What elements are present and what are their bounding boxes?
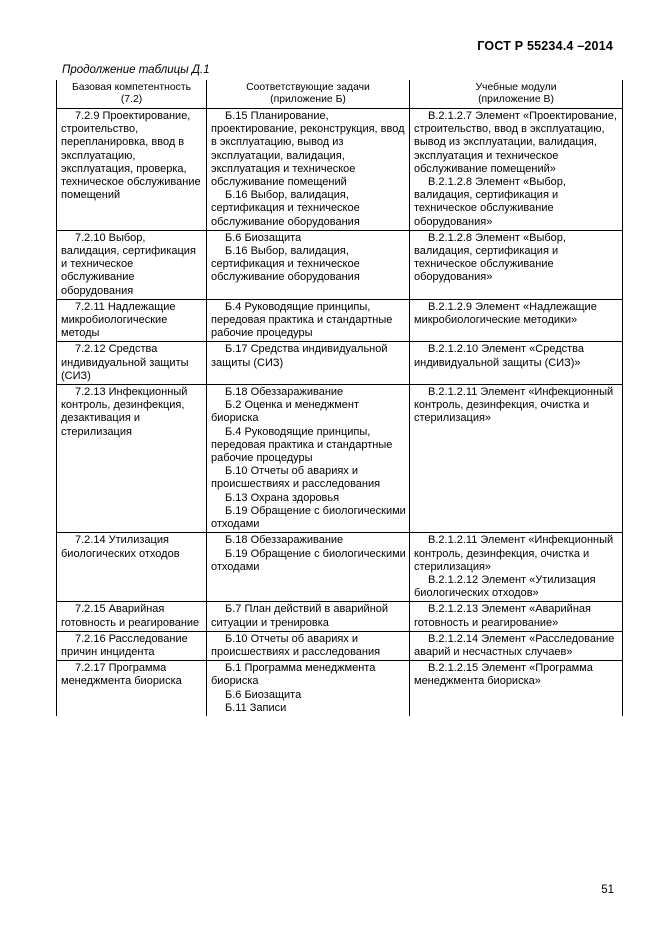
column-header-line: (7.2) xyxy=(120,94,143,105)
task-item: Б.6 Биозащита xyxy=(225,688,302,701)
module-item: В.2.1.2.9 Элемент «Надлежащие микробиологические методики» xyxy=(414,300,597,327)
table-row xyxy=(57,299,623,342)
column-header-tasks xyxy=(207,80,410,109)
table-row xyxy=(57,385,623,533)
column-header-competence xyxy=(57,80,207,109)
tasks-cell xyxy=(207,230,410,299)
module-item: В.2.1.2.7 Элемент «Проектирование, строительство, ввод в эксплуатацию, вывод из эксплуатации, валидация, эксплуатация и техническое обслуживание помещений» xyxy=(414,110,617,175)
column-header-line: Учебные модули xyxy=(475,82,557,93)
task-item: Б.6 Биозащита xyxy=(225,231,302,244)
page-number: 51 xyxy=(601,884,614,896)
module-item: В.2.1.2.12 Элемент «Утилизация биологических отходов» xyxy=(414,573,596,600)
competence-table xyxy=(56,80,623,716)
competence-text: 7.2.9 Проектирование, строительство, перепланировка, ввод в эксплуатацию, эксплуатация, проверка, техническое обслуживание помещений xyxy=(61,110,201,202)
modules-cell xyxy=(410,299,623,342)
competence-cell xyxy=(57,533,207,602)
tasks-cell xyxy=(207,109,410,231)
task-item: Б.18 Обеззараживание xyxy=(225,386,344,399)
column-header-line: (приложение В) xyxy=(478,94,554,105)
task-item: Б.16 Выбор, валидация, сертификация и техническое обслуживание оборудования xyxy=(211,189,360,228)
table-row xyxy=(57,109,623,231)
competence-text: 7.2.15 Аварийная готовность и реагирование xyxy=(61,603,200,629)
task-item: Б.1 Программа менеджмента биориска xyxy=(211,662,376,688)
task-item: Б.13 Охрана здоровья xyxy=(225,491,340,504)
task-item: Б.18 Обеззараживание xyxy=(225,534,344,547)
competence-text: 7.2.12 Средства индивидуальной защиты (СИЗ) xyxy=(61,343,189,382)
table-continuation-caption: Продолжение таблицы Д.1 xyxy=(62,64,210,76)
competence-cell xyxy=(57,109,207,231)
competence-cell xyxy=(57,602,207,631)
task-item: Б.19 Обращение с биологическими отходами xyxy=(211,504,406,531)
competence-text: 7.2.11 Надлежащие микробиологические методы xyxy=(61,300,176,340)
table-header-row xyxy=(57,80,623,109)
modules-cell xyxy=(410,230,623,299)
module-item: В.2.1.2.14 Элемент «Расследование аварий и несчастных случаев» xyxy=(414,632,615,658)
task-item: Б.2 Оценка и менеджмент биориска xyxy=(211,399,360,425)
task-item: Б.7 План действий в аварийной ситуации и тренировка xyxy=(211,603,389,629)
task-item: Б.17 Средства индивидуальной защиты (СИЗ) xyxy=(211,343,388,369)
table-row xyxy=(57,631,623,660)
competence-text: 7.2.13 Инфекционный контроль, дезинфекция, дезактивация и стерилизация xyxy=(61,386,188,438)
tasks-cell xyxy=(207,631,410,660)
task-item: Б.10 Отчеты об авариях и происшествиях и расследования xyxy=(211,465,381,491)
tasks-cell xyxy=(207,661,410,716)
competence-text: 7.2.16 Расследование причин инцидента xyxy=(61,632,188,658)
competence-cell xyxy=(57,230,207,299)
tasks-cell xyxy=(207,299,410,342)
document-code: ГОСТ Р 55234.4 –2014 xyxy=(477,39,613,53)
column-header-modules xyxy=(410,80,623,109)
table-row xyxy=(57,342,623,385)
task-item: Б.19 Обращение с биологическими отходами xyxy=(211,547,406,573)
table-header xyxy=(57,80,623,109)
task-item: Б.4 Руководящие принципы, передовая практика и стандартные рабочие процедуры xyxy=(211,425,393,465)
module-item: В.2.1.2.8 Элемент «Выбор, валидация, сертификация и техническое обслуживание оборудования» xyxy=(414,231,566,284)
competence-cell xyxy=(57,661,207,716)
task-item: Б.10 Отчеты об авариях и происшествиях и расследования xyxy=(211,632,381,658)
task-item: Б.4 Руководящие принципы, передовая практика и стандартные рабочие процедуры xyxy=(211,300,393,340)
modules-cell xyxy=(410,602,623,631)
modules-cell xyxy=(410,385,623,533)
task-item: Б.11 Записи xyxy=(225,701,287,714)
modules-cell xyxy=(410,631,623,660)
column-header-line: Базовая компетентность xyxy=(71,82,192,93)
column-header-line: (приложение Б) xyxy=(270,94,346,105)
table-row xyxy=(57,230,623,299)
competence-cell xyxy=(57,631,207,660)
table-row xyxy=(57,661,623,716)
competence-cell xyxy=(57,342,207,385)
tasks-cell xyxy=(207,385,410,533)
column-header-line: Соответствующие задачи xyxy=(246,82,370,93)
module-item: В.2.1.2.11 Элемент «Инфекционный контроль, дезинфекция, очистка и стерилизация» xyxy=(414,386,614,425)
modules-cell xyxy=(410,109,623,231)
competence-text: 7.2.14 Утилизация биологических отходов xyxy=(61,534,180,560)
module-item: В.2.1.2.8 Элемент «Выбор, валидация, сертификация и техническое обслуживание оборудования» xyxy=(414,176,566,228)
modules-cell xyxy=(410,533,623,602)
tasks-cell xyxy=(207,602,410,631)
competence-text: 7.2.10 Выбор, валидация, сертификация и техническое обслуживание оборудования xyxy=(61,231,196,297)
competence-cell xyxy=(57,385,207,533)
table-body xyxy=(57,109,623,716)
table-row xyxy=(57,533,623,602)
modules-cell xyxy=(410,661,623,716)
modules-cell xyxy=(410,342,623,385)
competence-text: 7.2.17 Программа менеджмента биориска xyxy=(61,662,182,688)
module-item: В.2.1.2.10 Элемент «Средства индивидуальной защиты (СИЗ)» xyxy=(414,343,584,369)
table-row xyxy=(57,602,623,631)
module-item: В.2.1.2.13 Элемент «Аварийная готовность и реагирование» xyxy=(414,603,591,629)
tasks-cell xyxy=(207,533,410,602)
competence-cell xyxy=(57,299,207,342)
module-item: В.2.1.2.11 Элемент «Инфекционный контроль, дезинфекция, очистка и стерилизация» xyxy=(414,534,614,573)
task-item: Б.16 Выбор, валидация, сертификация и техническое обслуживание оборудования xyxy=(211,245,360,284)
tasks-cell xyxy=(207,342,410,385)
task-item: Б.15 Планирование, проектирование, реконструкция, ввод в эксплуатацию, вывод из эксплуатации, валидация, эксплуатация и техническое обслуживание помещений xyxy=(211,110,405,189)
module-item: В.2.1.2.15 Элемент «Программа менеджмента биориска» xyxy=(414,662,593,688)
